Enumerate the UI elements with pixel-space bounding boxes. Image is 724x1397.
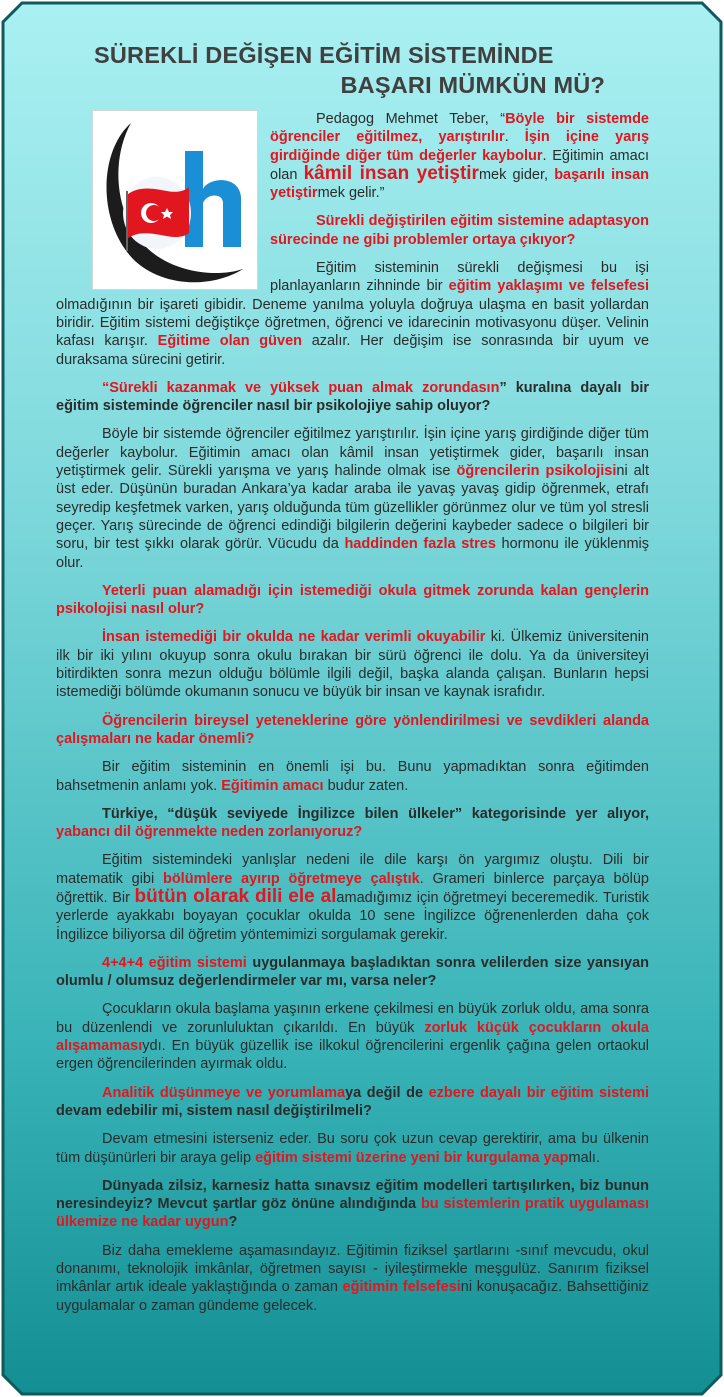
answer-paragraph — [56, 851, 649, 943]
text-run: Pedagog Mehmet Teber, “ — [316, 111, 506, 127]
question-paragraph — [56, 582, 649, 619]
highlight-text: İşin içine yarış girdiğinde diğer tüm değerler kaybolur — [270, 129, 650, 164]
text-run: mek gelir.” — [317, 185, 385, 202]
text-run: amadığımız için öğretmeyi beceremedik. Turistik yerlerde ayakkabı boyayan çocuklar okulda 10 sene İngilizce öğrenenlerden daha çok İngilizce biliyorsa dil öğretim yöntemimizi sorgulamak gerekir. — [56, 889, 650, 943]
text-run: ya değil de — [345, 1084, 429, 1101]
text-run: uygulanmaya başladıktan sonra velilerden size yansıyan olumlu / olumsuz değerlendirmeler var mı, varsa neler? — [56, 954, 649, 990]
text-run: Eğitim sistemindeki yanlışlar nedeni ile dile karşı ön yargımız oluştu. Dili bir matematik gibi — [56, 852, 649, 887]
text-run: azalır. Her değişim ise sonrasında bir uyum ve duraksama sürecini getirir. — [56, 333, 650, 368]
text-run: Çocukların okula başlama yaşının erkene çekilmesi en büyük zorluk oldu, ama sonra bu düzenlendi ve zorunluluktan çıkarıldı. En büyük — [56, 1001, 649, 1036]
question-paragraph — [56, 805, 649, 842]
highlight-text: ezbere dayalı bir eğitim sistemi — [428, 1084, 649, 1101]
highlight-text: eğitim yaklaşımı ve felsefesi — [448, 278, 649, 295]
highlight-text: Öğrencilerin bireysel yeteneklerine göre yönlendirilmesi ve sevdikleri alanda çalışmaları ne kadar önemli? — [56, 712, 649, 747]
highlight-text: 4+4+4 eğitim sistemi — [102, 954, 247, 971]
text-run: . Eğitimin amacı olan — [270, 147, 649, 183]
text-run: Biz daha emekleme aşamasındayız. Eğitimin fiziksel şartlarını -sınıf mevcudu, okul donanımı, teknolojik imkânlar, öğretmen sayısı - iyileştirmekle meşgulüz. Sanırım fiziksel imkânlar artık ideale yaklaştığında o zaman — [56, 1242, 649, 1296]
highlight-text: Sürekli değiştirilen eğitim sistemine adaptasyon sürecinde ne gibi problemler ortaya çıkıyor? — [270, 213, 649, 248]
text-run: olmadığının bir işareti gibidir. Deneme yanılma yoluyla doğruya ulaşma en basit yollardan biridir. Eğitim sistemi değiştikçe öğretmen, öğrenci ve idarecinin motivasyonu düşer. Velinin kafası karışır. — [56, 296, 649, 350]
question-paragraph — [56, 712, 649, 749]
highlight-text: Eğitime olan güven — [157, 333, 302, 350]
question-paragraph — [56, 379, 649, 416]
title-line-1: SÜREKLİ DEĞİŞEN EĞİTİM SİSTEMİNDE — [94, 42, 554, 68]
question-paragraph — [56, 1084, 649, 1121]
answer-paragraph — [56, 1000, 649, 1073]
highlight-text: öğrencilerin psikolojisi — [456, 463, 617, 480]
page-title — [56, 40, 649, 100]
text-run: Dünyada zilsiz, karnesiz hatta sınavsız eğitim modelleri tartışılırken, biz bunun neresindeyiz? Mevcut şartlar göz önüne alındığında — [56, 1177, 649, 1213]
highlight-text: bu sistemlerin pratik uygulaması ülkemize ne kadar uygun — [56, 1196, 649, 1231]
text-run: hormonu ile yüklenmiş olur. — [56, 536, 649, 571]
highlight-text: yabancı dil öğrenmekte neden zorlanıyoruz? — [56, 824, 363, 841]
highlight-text: bölümlere ayırıp öğretmeye çalıştık — [162, 870, 420, 887]
highlight-text: Eğitimin amacı — [221, 777, 324, 794]
question-paragraph — [56, 1177, 649, 1232]
answer-paragraph — [56, 1130, 649, 1167]
text-run: devam edebilir mi, sistem nasıl değiştirilmeli? — [56, 1102, 372, 1119]
highlight-text: Böyle bir sistemde öğrenciler eğitilmez, yarıştırılır — [270, 111, 650, 146]
text-run: ” kuralına dayalı bir eğitim sisteminde öğrenciler nasıl bir psikolojiye sahip oluyor? — [56, 379, 650, 415]
text-run: ydı. En büyük güzellik ise ilkokul öğrencilerini ergenlik çağına gelen ortaokul ergen öğrencilerinden ayırmak oldu. — [56, 1038, 649, 1073]
logo — [92, 110, 258, 290]
text-run: Böyle bir sistemde öğrenciler eğitilmez yarıştırılır. İşin içine yarış girdiğinde diğer tüm değerler kaybolur. Eğitimin amacı olan kâmil insan yetiştirmek gider, başarılı insan yetiştirmek gelir. Sürekli yarışma ve yarış halinde olmak ise — [56, 426, 649, 480]
logo-graphic — [93, 111, 257, 289]
answer-paragraph — [56, 1242, 649, 1315]
title-line-2: BAŞARI MÜMKÜN MÜ? — [340, 72, 605, 98]
answer-paragraph — [56, 628, 649, 701]
text-run: Eğitim sisteminin sürekli değişmesi bu işi planlayanların zihninde bir — [270, 260, 649, 295]
article — [56, 40, 649, 1325]
highlight-text: zorluk küçük çocukların okula alışamaması — [56, 1019, 649, 1055]
text-run: Türkiye, “düşük seviyede İngilizce bilen ülkeler” kategorisinde yer alıyor, — [102, 805, 649, 822]
text-run: malı. — [568, 1149, 600, 1166]
text-run: Bir eğitim sisteminin en önemli işi bu. Bunu yapmadıktan sonra eğitimden bahsetmenin anlamı yok. — [56, 759, 649, 794]
text-run: ki. Ülkemiz üniversitenin ilk bir iki yılını okuyup sonra okulu bırakan bir sürü öğrenci ile dolu. Ya da üniversiteyi bitirdikten sonra mezun olduğu bölümle ilgili değil, başka alanda çalışan. Bunların hepsi istemediği bölümde okumanın sonucu ve büyük bir insan ve kaynak israfıdır. — [56, 629, 649, 701]
highlight-text: Yeterli puan alamadığı için istemediği okula gitmek zorunda kalan gençlerin psikolojisi nasıl olur? — [56, 582, 649, 618]
highlight-text: İnsan istemediği bir okulda ne kadar verimli okuyabilir — [102, 629, 486, 646]
h-letter-arch — [203, 180, 241, 247]
text-run: ? — [228, 1214, 238, 1231]
highlight-text: başarılı insan yetiştir — [270, 166, 650, 202]
question-paragraph — [56, 954, 649, 991]
highlight-text: “Sürekli kazanmak ve yüksek puan almak zorundasın — [102, 379, 500, 396]
text-run: ni alt üst eder. Düşünün buradan Ankara’ya kadar araba ile yavaş yavaş gidip öğrenmek, etrafı seyredip keşfetmek varken, yarış olduğunda tüm güzellikler görünmez olur ve tüm yol stresli geçer. Yarış sürecinde de öğrenci edindiği bilgilerin değerini kaybeder sadece o bilgileri bir soru, bir test şıkkı olarak görür. Vücudu da — [56, 463, 649, 553]
highlight-text: eğitim sistemi üzerine yeni bir kurgulama yap — [255, 1149, 569, 1166]
text-run: budur zaten. — [323, 777, 409, 794]
answer-paragraph — [56, 425, 649, 571]
highlight-text: Analitik düşünmeye ve yorumlama — [102, 1084, 346, 1101]
text-run: Devam etmesini isterseniz eder. Bu soru çok uzun cevap gerektirir, ama bu ülkenin tüm düşünürleri bir araya gelip — [56, 1131, 649, 1166]
text-run: mek gider, — [478, 166, 555, 183]
answer-paragraph — [56, 758, 649, 795]
highlight-text: haddinden fazla stres — [344, 536, 496, 553]
highlight-text: bütün olarak dili ele al — [134, 885, 337, 907]
text-run: ni konuşacağız. Bahsettiğiniz uygulamalar o zaman gündeme gelecek. — [56, 1279, 650, 1314]
text-run: . — [504, 129, 525, 146]
highlight-text: kâmil insan yetiştir — [303, 162, 479, 184]
highlight-text: eğitimin felsefesi — [342, 1279, 461, 1296]
text-run: . Grameri binlerce parçaya bölüp öğrettik. Bir — [56, 870, 649, 906]
